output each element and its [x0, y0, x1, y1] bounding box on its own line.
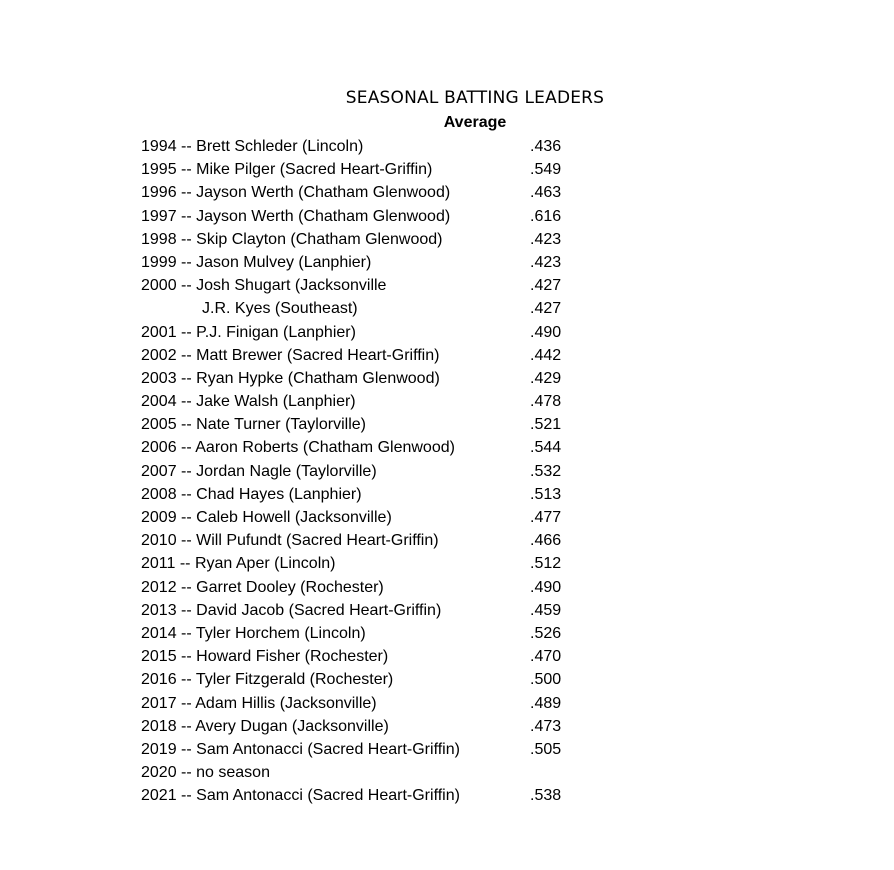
list-item: [141, 529, 581, 552]
leader-entry: 1998 -- Skip Clayton (Chatham Glenwood): [141, 230, 443, 248]
leader-entry: J.R. Kyes (Southeast): [202, 300, 358, 318]
batting-average: .490: [530, 323, 562, 341]
batting-average: .423: [530, 253, 562, 271]
list-item: [141, 251, 581, 274]
batting-average: .442: [530, 346, 562, 364]
batting-average: .490: [530, 578, 562, 596]
leader-entry: 2005 -- Nate Turner (Taylorville): [141, 416, 366, 434]
leader-entry: 2020 -- no season: [141, 764, 270, 782]
batting-average: .429: [530, 369, 562, 387]
batting-average: .466: [530, 532, 562, 550]
leader-entry: 1994 -- Brett Schleder (Lincoln): [141, 138, 364, 155]
batting-average: .427: [530, 300, 562, 318]
batting-average: .513: [530, 485, 562, 503]
leader-entry: 2012 -- Garret Dooley (Rochester): [141, 578, 384, 596]
list-item: [141, 692, 581, 715]
batting-average: .532: [530, 462, 562, 480]
leader-entry: 2003 -- Ryan Hypke (Chatham Glenwood): [141, 369, 440, 387]
leader-entry: 2002 -- Matt Brewer (Sacred Heart-Griffin): [141, 346, 440, 364]
batting-average: .500: [530, 671, 562, 689]
batting-average: .512: [530, 555, 562, 573]
list-item: [141, 436, 581, 459]
list-item: [141, 367, 581, 390]
list-item: [141, 576, 581, 599]
leader-entry: 2006 -- Aaron Roberts (Chatham Glenwood): [141, 439, 455, 457]
leader-entry: 2018 -- Avery Dugan (Jacksonville): [141, 717, 389, 735]
leader-entry: 2014 -- Tyler Horchem (Lincoln): [141, 624, 366, 642]
batting-average: .459: [530, 601, 562, 619]
list-item: [141, 460, 581, 483]
leader-entry: 1997 -- Jayson Werth (Chatham Glenwood): [141, 207, 451, 225]
leader-entry: 2000 -- Josh Shugart (Jacksonville: [141, 277, 387, 295]
list-item: [141, 297, 581, 320]
leader-entry: 2016 -- Tyler Fitzgerald (Rochester): [141, 671, 394, 689]
leader-entry: 2019 -- Sam Antonacci (Sacred Heart-Griffin): [141, 740, 460, 758]
batting-average: .616: [530, 207, 562, 225]
leader-entry: 2008 -- Chad Hayes (Lanphier): [141, 485, 362, 503]
list-item: [141, 135, 581, 158]
leader-entry: 1999 -- Jason Mulvey (Lanphier): [141, 253, 372, 271]
list-item: [141, 761, 581, 784]
batting-average: .423: [530, 230, 562, 248]
batting-average: .478: [530, 393, 562, 411]
batting-average: .473: [530, 717, 562, 735]
leader-entry: 1996 -- Jayson Werth (Chatham Glenwood): [141, 184, 451, 202]
page-subtitle: Average: [443, 114, 507, 131]
leader-entry: 1995 -- Mike Pilger (Sacred Heart-Griffin): [141, 161, 433, 179]
leader-entry: 2010 -- Will Pufundt (Sacred Heart-Griffin): [141, 532, 439, 550]
list-item: [141, 321, 581, 344]
batting-average: .470: [530, 648, 562, 666]
list-item: [141, 344, 581, 367]
list-item: [141, 158, 581, 181]
leader-entry: 2007 -- Jordan Nagle (Taylorville): [141, 462, 377, 480]
batting-average: .505: [530, 740, 562, 758]
list-item: [141, 274, 581, 297]
list-item: [141, 738, 581, 761]
batting-average: .538: [530, 787, 562, 805]
leader-entry: 2013 -- David Jacob (Sacred Heart-Griffin): [141, 601, 442, 619]
batting-average: .521: [530, 416, 562, 434]
batting-average: .549: [530, 161, 562, 179]
list-item: [141, 181, 581, 204]
batting-average: .489: [530, 694, 562, 712]
leader-entry: 2011 -- Ryan Aper (Lincoln): [141, 555, 336, 573]
leader-entry: 2001 -- P.J. Finigan (Lanphier): [141, 323, 356, 341]
list-item: [141, 622, 581, 645]
leader-entry: 2015 -- Howard Fisher (Rochester): [141, 648, 389, 666]
list-item: [141, 390, 581, 413]
list-item: [141, 715, 581, 738]
batting-average: .477: [530, 509, 562, 526]
batting-average: .544: [530, 439, 562, 457]
list-item: [141, 413, 581, 436]
list-item: [141, 228, 581, 251]
list-item: [141, 205, 581, 228]
list-item: [141, 645, 581, 668]
list-item: [141, 784, 581, 807]
batting-average: .463: [530, 184, 562, 202]
page-title: SEASONAL BATTING LEADERS: [345, 88, 605, 108]
list-item: [141, 506, 581, 529]
leader-entry: 2021 -- Sam Antonacci (Sacred Heart-Griffin): [141, 787, 460, 805]
leader-entry: 2004 -- Jake Walsh (Lanphier): [141, 393, 356, 411]
batting-average: .526: [530, 624, 562, 642]
list-item: [141, 599, 581, 622]
list-item: [141, 552, 581, 575]
leaders-list: [141, 135, 581, 807]
list-item: [141, 483, 581, 506]
leader-entry: 2017 -- Adam Hillis (Jacksonville): [141, 694, 377, 712]
batting-average: .436: [530, 138, 562, 155]
batting-average: .427: [530, 277, 562, 295]
leader-entry: 2009 -- Caleb Howell (Jacksonville): [141, 509, 392, 526]
list-item: [141, 668, 581, 691]
